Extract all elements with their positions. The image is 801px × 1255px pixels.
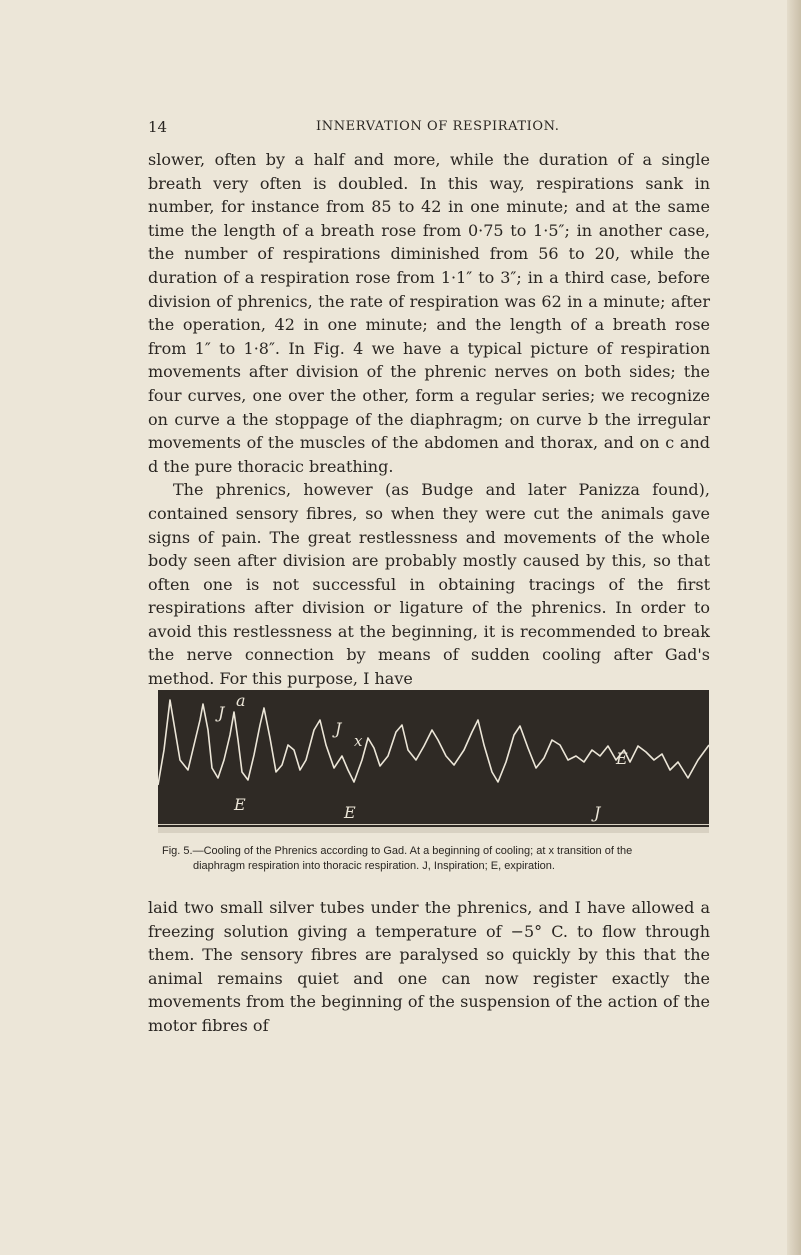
label-a: a — [236, 691, 246, 710]
running-head: INNERVATION OF RESPIRATION. — [316, 119, 560, 134]
page-edge — [787, 0, 801, 1255]
paragraph-1: slower, often by a half and more, while the duration of a single breath very often is doubled. In this way, respirations sank in number, for instance from 85 to 42 in one minute; and at the same time the length of a breath rose from 0·75 to 1·5″; in another case, the number of respirations diminished from 56 to 20, while the duration of a respiration rose from 1·1″ to 3″; in a third case, before division of phrenics, the rate of respiration was 62 in a minute; after the operation, 42 in one minute; and the length of a breath rose from 1″ to 1·8″. In Fig. 4 we have a typical picture of respiration movements after division of the phrenic nerves on both sides; the four curves, one over the other, form a regular series; we recognize on curve a the stoppage of the diaphragm; on curve b the irregular movements of the muscles of the abdomen and thorax, and on c and d the pure thoracic breathing. — [148, 150, 710, 476]
label-J1: J — [218, 703, 225, 722]
paragraph-3: laid two small silver tubes under the phrenics, and I have allowed a freezing solution giving a temperature of −5° C. to flow through them. The sensory fibres are paralysed so quickly by this that the animal remains quiet and one can now register exactly the movements from the beginning of the suspension of the action of the motor fibres of — [148, 898, 710, 1035]
caption-line-1: Fig. 5.—Cooling of the Phrenics according to Gad. At a beginning of cooling; at x transition of the — [162, 845, 633, 857]
label-J3: J — [594, 803, 601, 822]
label-E2: E — [344, 803, 356, 822]
text-block-bottom — [148, 896, 710, 1038]
respiration-tracing-image — [158, 690, 709, 833]
figure-5-tracing — [158, 690, 709, 833]
label-x: x — [354, 732, 363, 750]
label-J2: J — [335, 719, 342, 738]
label-E3: E — [616, 749, 628, 768]
figure-caption — [162, 844, 704, 874]
label-E1: E — [234, 795, 246, 814]
paragraph-2: The phrenics, however (as Budge and later Panizza found), contained sensory fibres, so when they were cut the animals gave signs of pain. The great restlessness and movements of the whole body seen after division are probably mostly caused by this, so that often one is not successful in obtaining tracings of the first respirations after division or ligature of the phrenics. In order to avoid this restlessness at the beginning, it is recommended to break the nerve connection by means of sudden cooling after Gad's method. For this purpose, I have — [148, 480, 710, 689]
page-number: 14 — [148, 118, 168, 136]
caption-line-2: diaphragm respiration into thoracic respiration. J, Inspiration; E, expiration. — [193, 860, 555, 872]
page-header — [148, 118, 708, 138]
text-block-top — [148, 148, 710, 691]
